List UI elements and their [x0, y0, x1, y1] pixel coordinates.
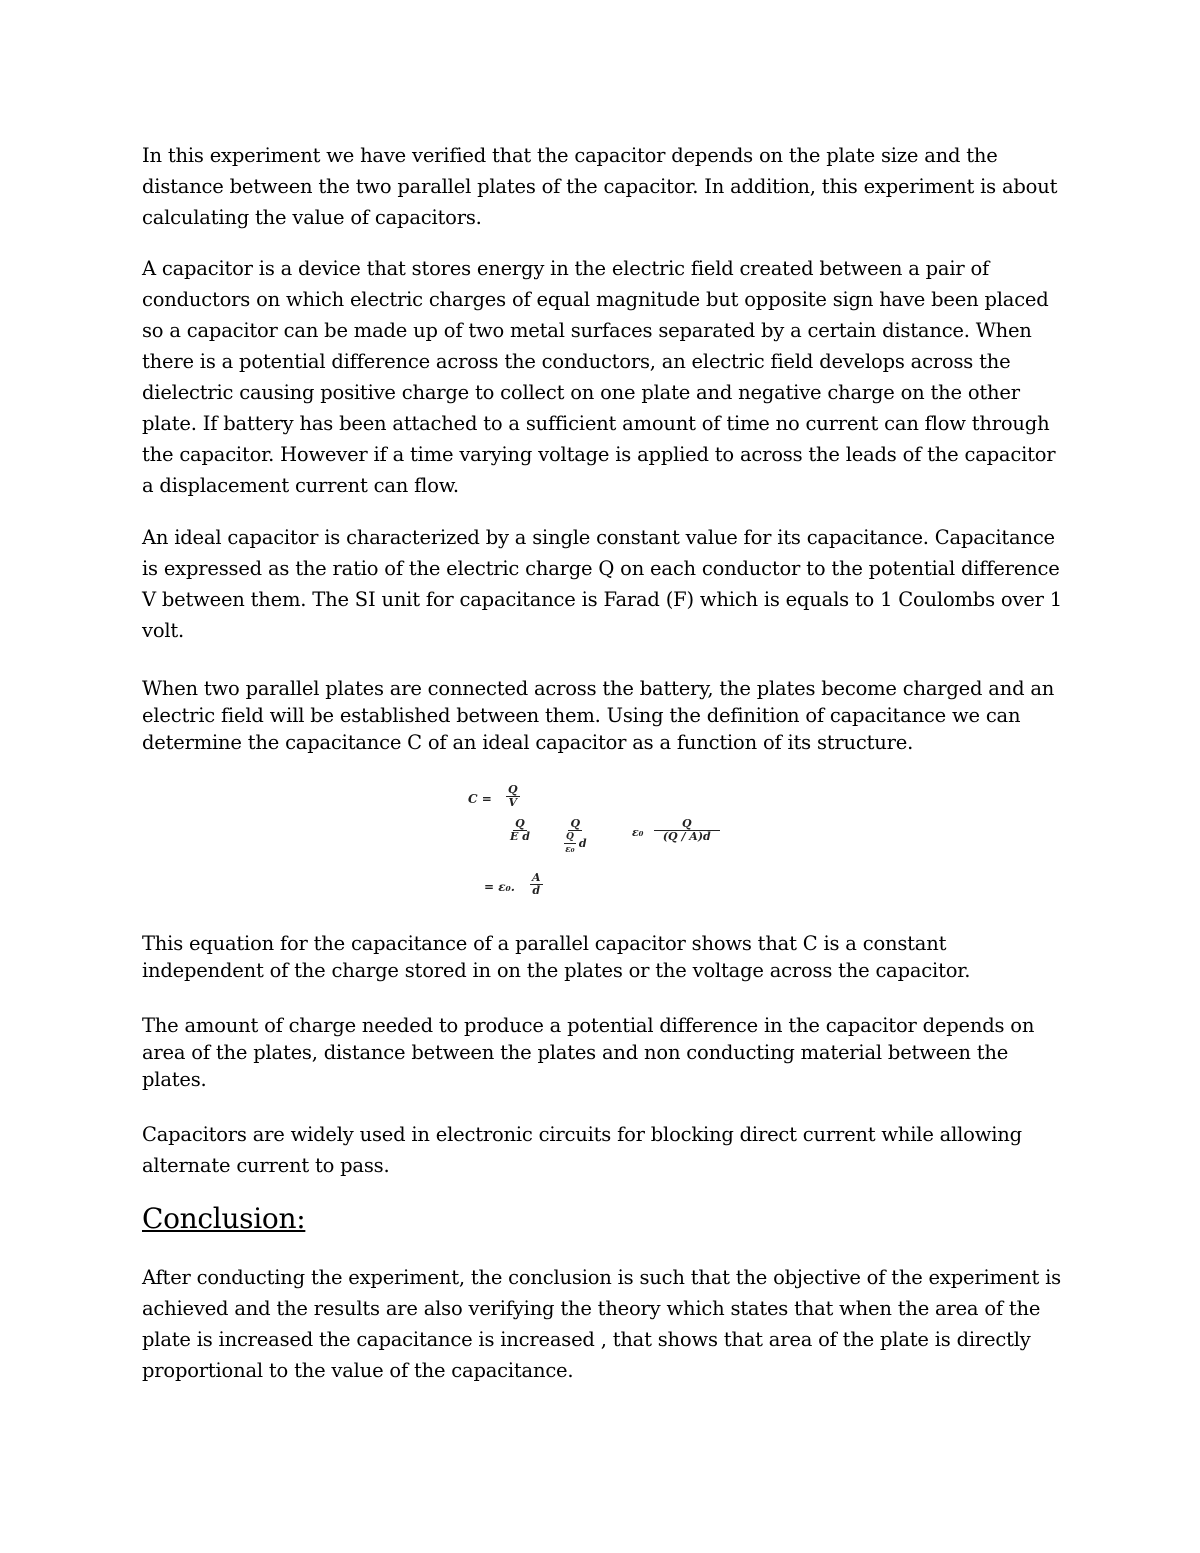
equation-numerator: Q [570, 817, 581, 830]
equation-numerator: A [532, 871, 541, 884]
equation-numerator: Q [654, 818, 720, 831]
capacitance-equation [450, 780, 770, 910]
equation-d: d [578, 837, 587, 850]
equation-denominator: (Q / A)d [662, 830, 711, 843]
equation-a-over-d [530, 872, 543, 897]
paragraph-capacitor-definition: A capacitor is a device that stores energy in the electric field created between a pair of conductors on which electric charges of equal magnitude but opposite sign have been placed so a capacitor can be made up of two metal surfaces separated by a certain distance. When there is a potential difference across the conductors, an electric field develops across the dielectric causing positive charge to collect on one plate and negative charge on the other plate. If battery has been attached to a sufficient amount of time no current can flow through the capacitor. However if a time varying voltage is applied to across the leads of the capacitor a displacement current can flow. [142, 257, 1056, 497]
paragraph-intro: In this experiment we have verified that the capacitor depends on the plate size and the distance between the two parallel plates of the capacitor. In addition, this experiment is about calculating the value of capacitors. [142, 144, 1058, 229]
equation-c-equals: C = [468, 792, 492, 806]
conclusion-heading: Conclusion: [142, 1202, 306, 1235]
equation-q-over-q-eps-d [564, 818, 587, 856]
paragraph-charge-dependence: The amount of charge needed to produce a potential difference in the capacitor depends on area of the plates, distance between the plates and non conducting material between the plates. [142, 1014, 1035, 1091]
paragraph-parallel-plates: When two parallel plates are connected across the battery, the plates become charged and an electric field will be established between them. Using the definition of capacitance we can determine the capacitance C of an ideal capacitor as a function of its structure. [142, 677, 1055, 754]
equation-inner-denominator: ε₀ [565, 845, 575, 855]
equation-inner-numerator: Q [566, 832, 574, 842]
paragraph-equation-explanation: This equation for the capacitance of a parallel capacitor shows that C is a constant independent of the charge stored in on the plates or the voltage across the capacitor. [142, 932, 971, 982]
equation-denominator: d [532, 884, 541, 897]
equation-denominator: E d [510, 830, 530, 843]
equation-q-over-qa-d [654, 818, 720, 843]
equation-equals-epsilon: = ε₀. [484, 880, 515, 894]
equation-numerator: Q [515, 817, 525, 830]
paragraph-capacitor-uses: Capacitors are widely used in electronic circuits for blocking direct current while allowing alternate current to pass. [142, 1123, 1022, 1177]
paragraph-ideal-capacitor: An ideal capacitor is characterized by a single constant value for its capacitance. Capacitance is expressed as the ratio of the electric charge Q on each conductor to the potential difference V between them. The SI unit for capacitance is Farad (F) which is equals to 1 Coulombs over 1 volt. [142, 526, 1062, 642]
equation-denominator: V [508, 796, 518, 809]
equation-q-over-ed [510, 818, 530, 843]
paragraph-conclusion: After conducting the experiment, the conclusion is such that the objective of the experiment is achieved and the results are also verifying the theory which states that when the area of the plate is increased the capacitance is increased , that shows that area of the plate is directly proportional to the value of the capacitance. [142, 1266, 1061, 1382]
equation-q-over-v [506, 784, 520, 809]
equation-epsilon-prefix: ε₀ [632, 826, 644, 839]
equation-numerator: Q [508, 783, 518, 796]
